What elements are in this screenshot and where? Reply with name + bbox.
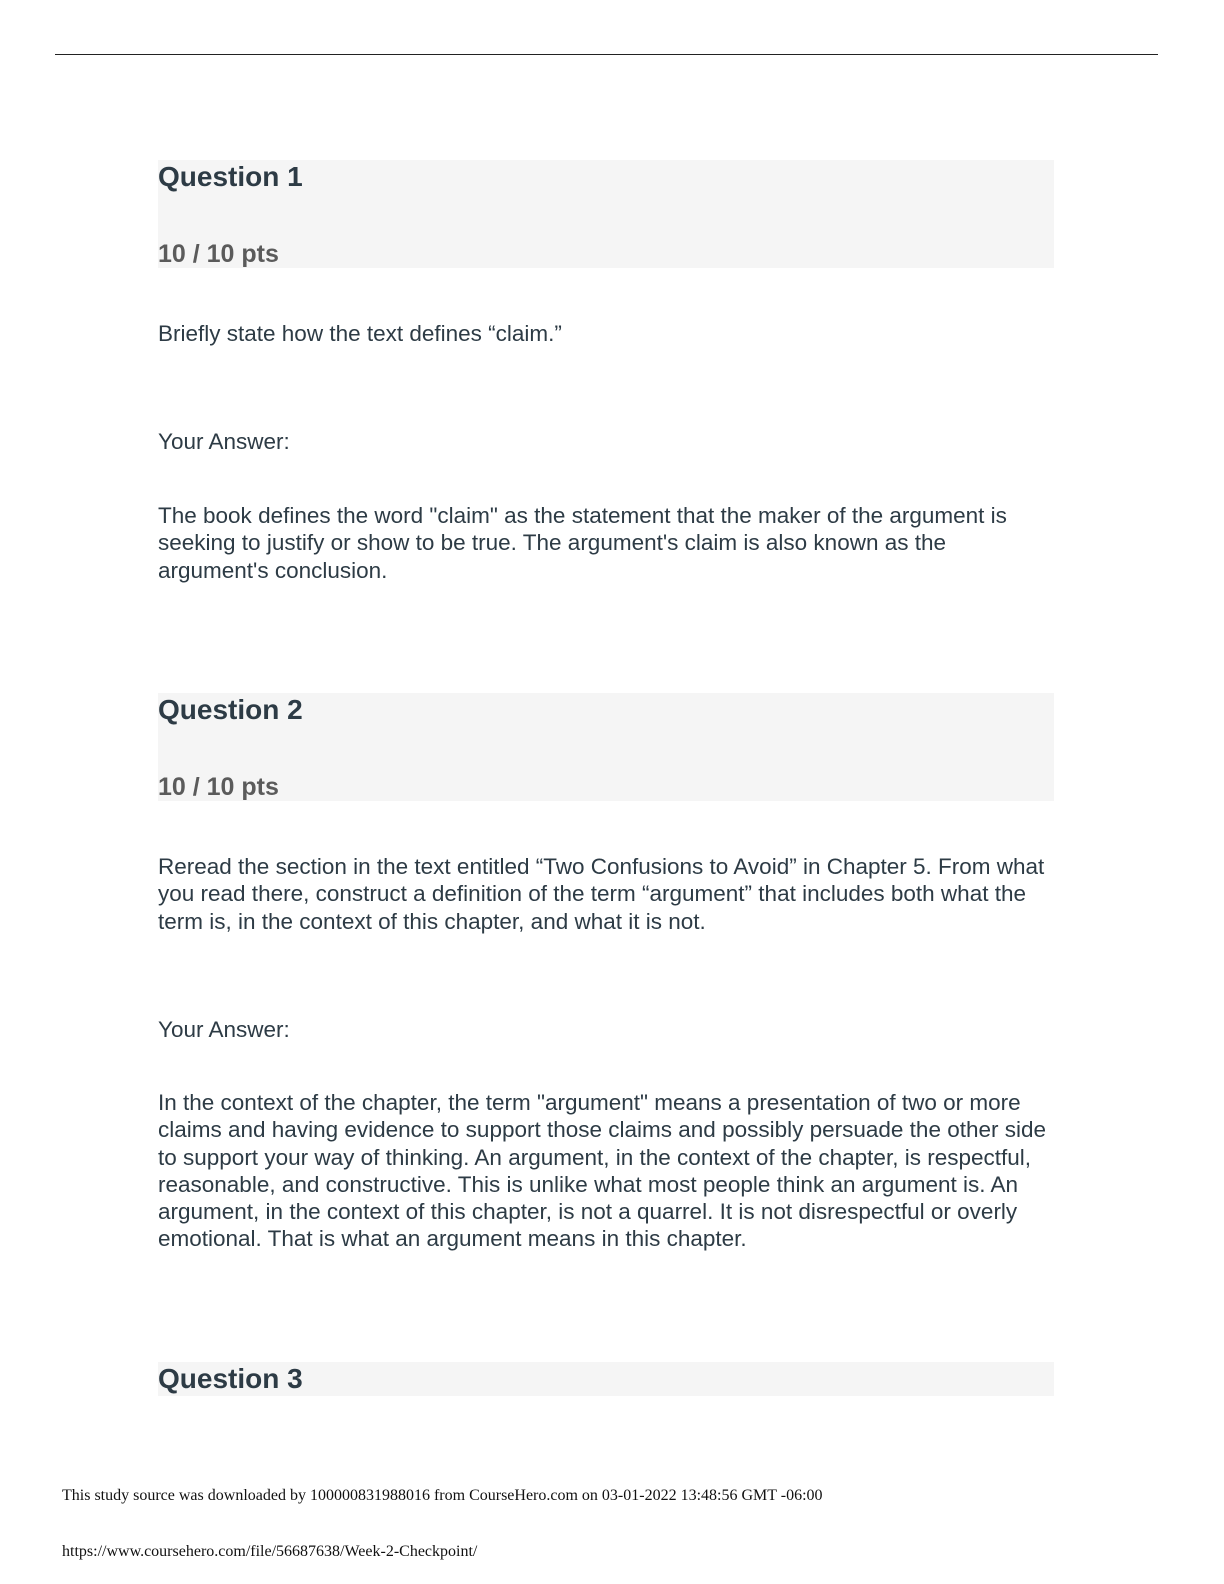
question-2-points: 10 / 10 pts [158, 773, 279, 801]
download-source-note: This study source was downloaded by 100000831988016 from CourseHero.com on 03-01-2022 13:48:56 GMT -06:00 [62, 1487, 823, 1504]
question-1-title: Question 1 [158, 161, 303, 192]
question-2-answer-label: Your Answer: [158, 1017, 290, 1042]
question-2-title: Question 2 [158, 694, 303, 725]
question-1-header [158, 160, 1054, 268]
question-2-prompt: Reread the section in the text entitled “Two Confusions to Avoid” in Chapter 5. From what you read there, construct a definition of the term “argument” that includes both what the term is, in the context of this chapter, and what it is not. [158, 854, 1045, 934]
top-divider [55, 54, 1158, 55]
source-url: https://www.coursehero.com/file/56687638/Week-2-Checkpoint/ [62, 1543, 478, 1560]
question-1-answer-label: Your Answer: [158, 429, 290, 454]
question-1-answer: The book defines the word "claim" as the statement that the maker of the argument is seeking to justify or show to be true. The argument's claim is also known as the argument's conclusion. [158, 503, 1007, 583]
question-1-prompt: Briefly state how the text defines “claim.” [158, 321, 562, 346]
question-1-points: 10 / 10 pts [158, 240, 279, 268]
question-2-answer: In the context of the chapter, the term "argument" means a presentation of two or more claims and having evidence to support those claims and possibly persuade the other side to support your way of thinking. An argument, in the context of the chapter, is respectful, reasonable, and constructive. This is unlike what most people think an argument is. An argument, in the context of this chapter, is not a quarrel. It is not disrespectful or overly emotional. That is what an argument means in this chapter. [158, 1090, 1047, 1252]
question-3-title: Question 3 [158, 1363, 303, 1394]
question-3-header [158, 1362, 1054, 1396]
question-2-header [158, 693, 1054, 801]
